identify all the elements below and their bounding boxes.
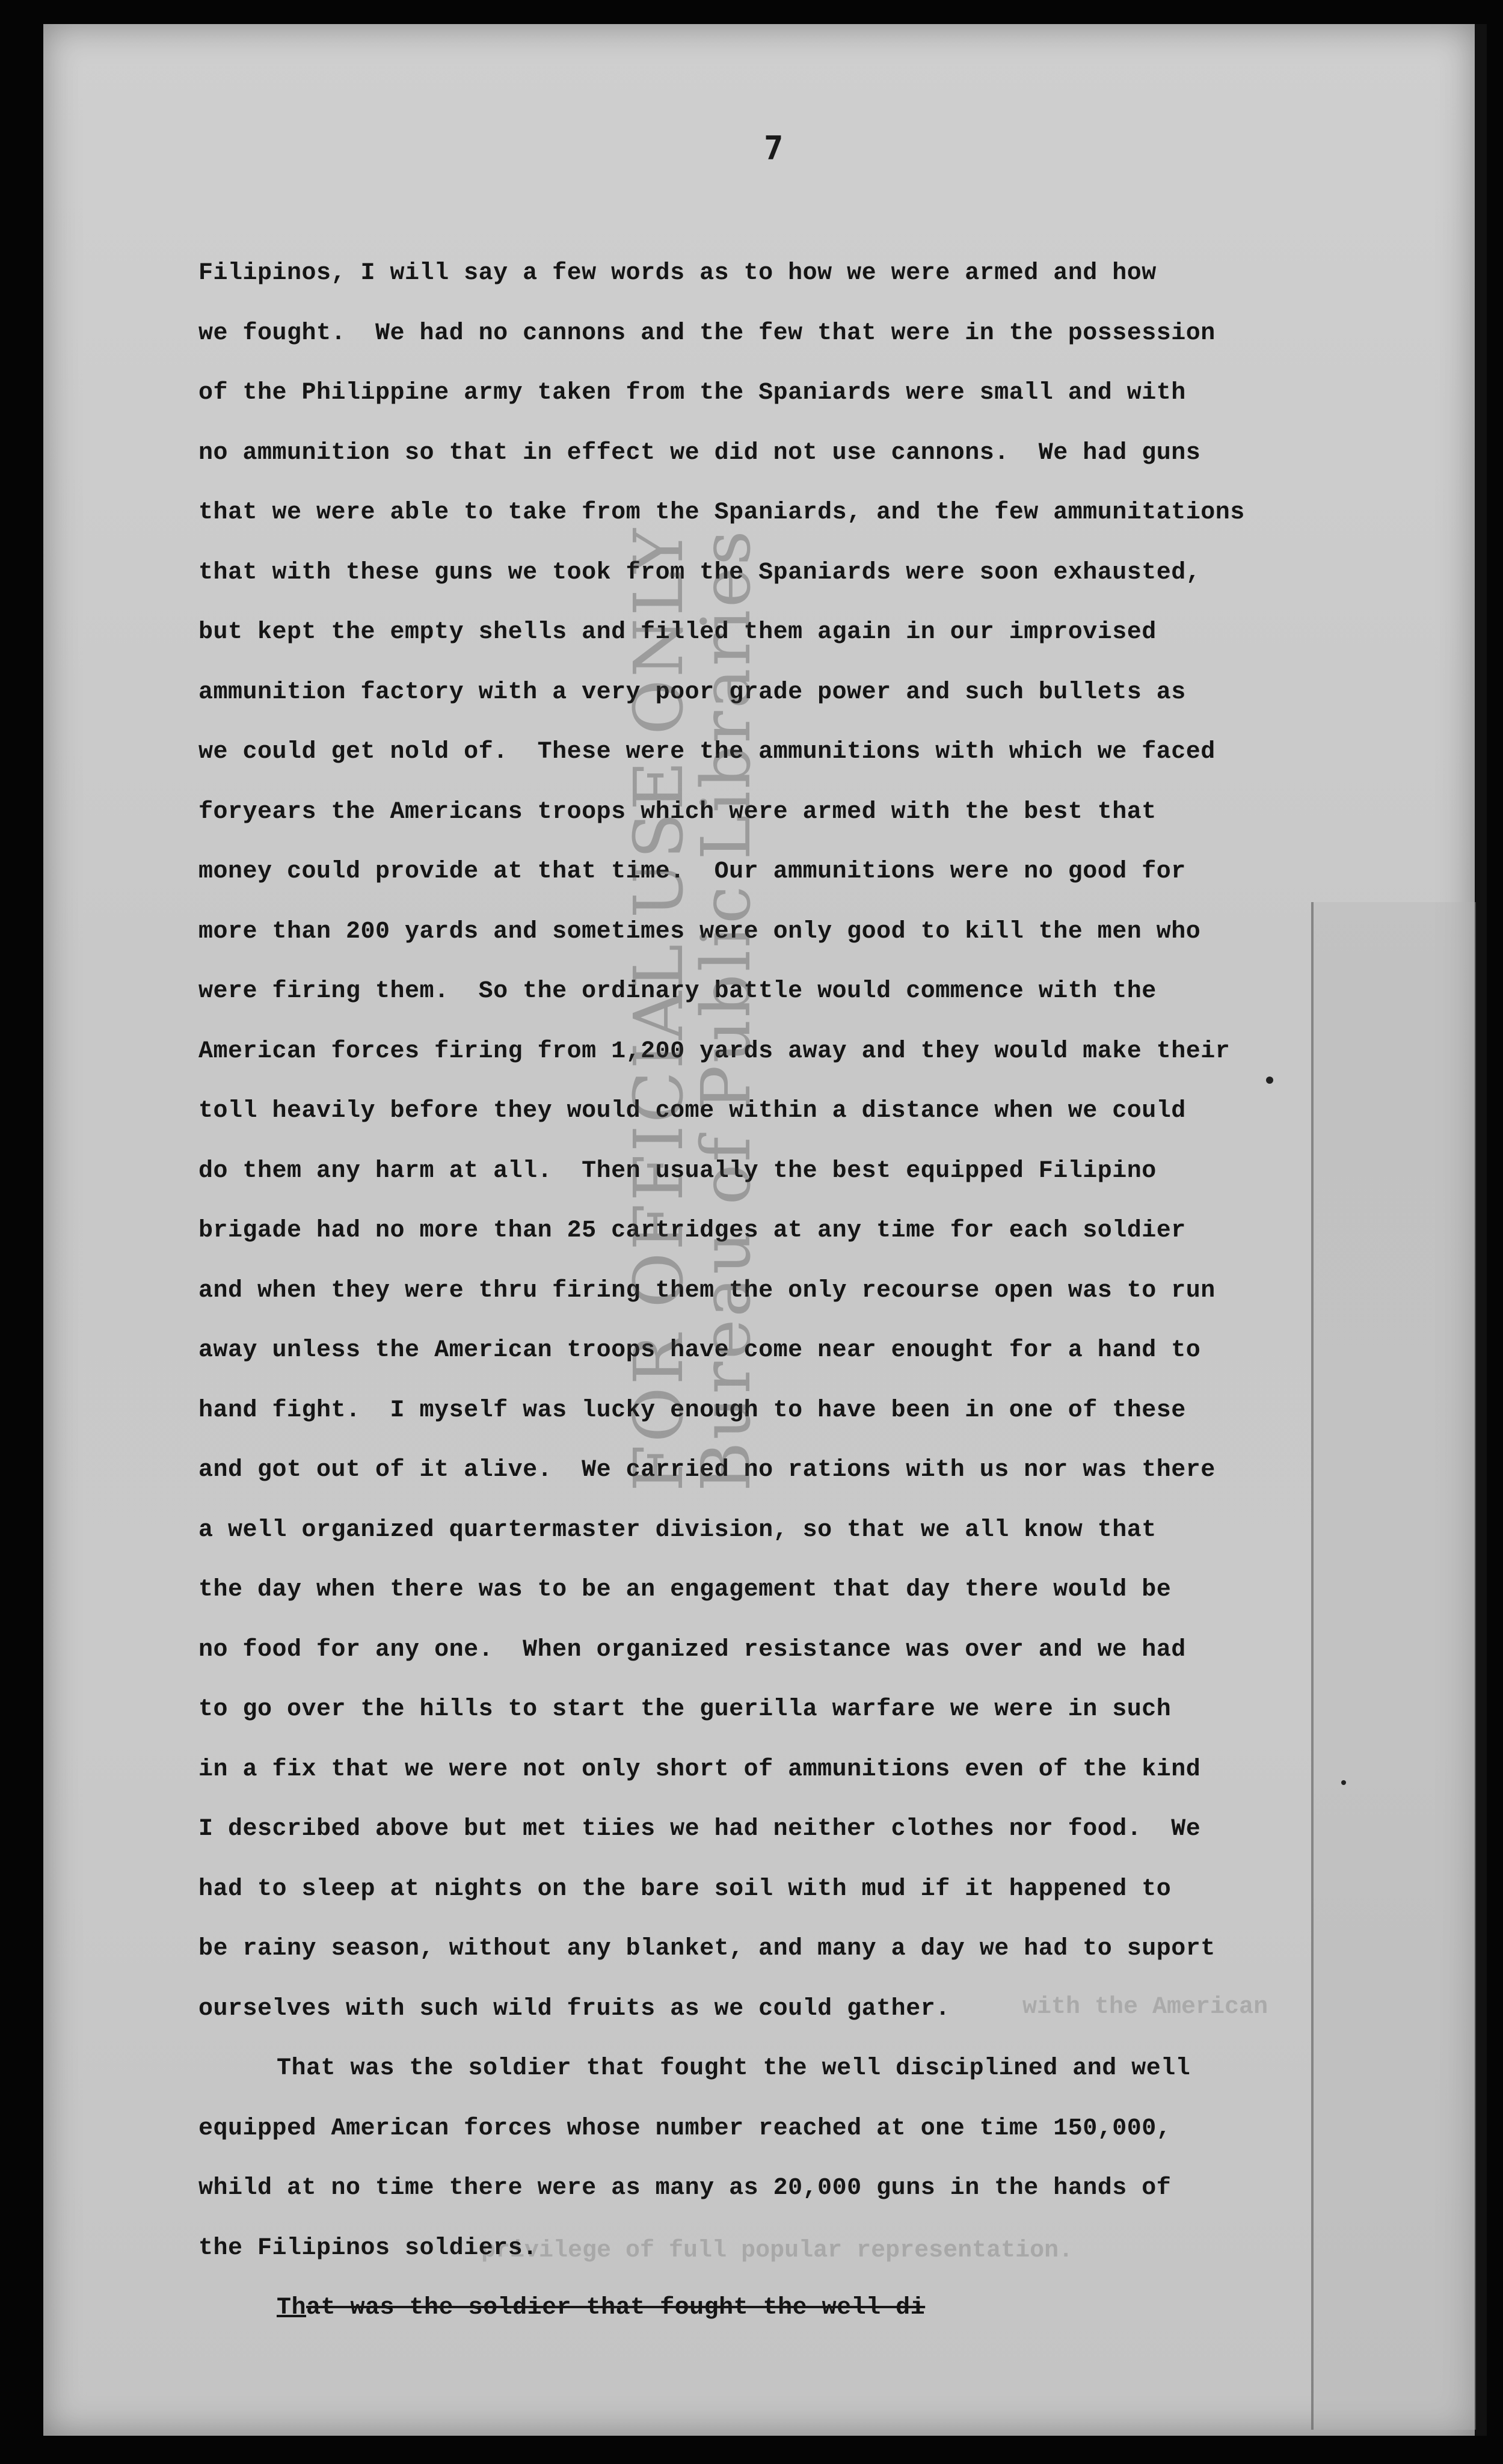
text-line: brigade had no more than 25 cartridges at any time for each soldier — [198, 1217, 1186, 1244]
text-line: American forces firing from 1,200 yards away and they would make their — [198, 1037, 1231, 1065]
typed-body-text — [198, 244, 1317, 2338]
underlying-sheet-edge — [1311, 902, 1476, 2430]
text-line: do them any harm at all. Then usually the best equipped Filipino — [198, 1157, 1157, 1185]
text-line: that with these guns we took from the Spaniards were soon exhausted, — [198, 559, 1201, 586]
text-line: no ammunition so that in effect we did not use cannons. We had guns — [198, 439, 1201, 467]
text-line: but kept the empty shells and filled them again in our improvised — [198, 619, 1157, 646]
text-line: the day when there was to be an engagement that day there would be — [198, 1576, 1172, 1603]
text-line: That was the soldier that fought the well disciplined and well — [277, 2055, 1191, 2082]
text-line: we could get nold of. These were the ammunitions with which we faced — [198, 739, 1216, 766]
text-line: in a fix that we were not only short of ammunitions even of the kind — [198, 1756, 1201, 1783]
text-line: and when they were thru firing them the only recourse open was to run — [198, 1277, 1216, 1304]
text-line: no food for any one. When organized resistance was over and we had — [198, 1636, 1186, 1664]
bleed-through-text: privilege of full popular representation. — [481, 2237, 1074, 2264]
scan-speck — [1266, 1077, 1273, 1084]
text-line: hand fight. I myself was lucky enough to have been in one of these — [198, 1396, 1186, 1424]
text-line: and got out of it alive. We carried no rations with us nor was there — [198, 1457, 1216, 1484]
text-line: of the Philippine army taken from the Spaniards were small and with — [198, 379, 1186, 407]
text-line: away unless the American troops have come near enought for a hand to — [198, 1337, 1201, 1364]
text-line: ourselves with such wild fruits as we could gather. — [198, 1995, 950, 2023]
text-line: we fought. We had no cannons and the few that were in the possession — [198, 319, 1216, 347]
text-line: the Filipinos soldiers. — [198, 2234, 538, 2262]
stamp-line-2: Bureau of Public Libraries — [687, 528, 766, 1492]
text-line: Filipinos, I will say a few words as to how we were armed and how — [198, 260, 1157, 287]
scan-speck — [1341, 1780, 1346, 1785]
text-line: be rainy season, without any blanket, and many a day we had to suport — [198, 1935, 1216, 1962]
stamp-line-1: FOR OFFICIAL USE ONLY — [620, 526, 698, 1492]
text-line: more than 200 yards and sometimes were only good to kill the men who — [198, 918, 1201, 945]
text-line: toll heavily before they would come within a distance when we could — [198, 1098, 1186, 1125]
text-line: to go over the hills to start the guerilla warfare we were in such — [198, 1696, 1172, 1723]
text-line: that we were able to take from the Spaniards, and the few ammunitations — [198, 499, 1245, 526]
text-line: money could provide at that time. Our ammunitions were no good for — [198, 858, 1186, 885]
text-line: had to sleep at nights on the bare soil with mud if it happened to — [198, 1875, 1172, 1903]
bleed-through-text: with the American — [1022, 1994, 1268, 2021]
text-line: were firing them. So the ordinary battle would commence with the — [198, 978, 1157, 1005]
struck-line-rest: at was the soldier that fought the well di — [306, 2294, 926, 2321]
text-line: ammunition factory with a very poor grade power and such bullets as — [198, 678, 1186, 706]
page-edge — [1475, 24, 1487, 2436]
text-line: whild at no time there were as many as 20,000 guns in the hands of — [198, 2175, 1172, 2202]
text-line: I described above but met tiies we had neither clothes nor food. We — [198, 1816, 1201, 1843]
text-line: equipped American forces whose number reached at one time 150,000, — [198, 2115, 1172, 2142]
struck-out-line — [198, 2278, 1317, 2338]
text-line: foryears the Americans troops which were armed with the best that — [198, 798, 1157, 826]
text-line: a well organized quartermaster division, so that we all know that — [198, 1516, 1157, 1544]
page-number: 7 — [764, 129, 784, 167]
struck-line-lead: Th — [277, 2294, 307, 2321]
